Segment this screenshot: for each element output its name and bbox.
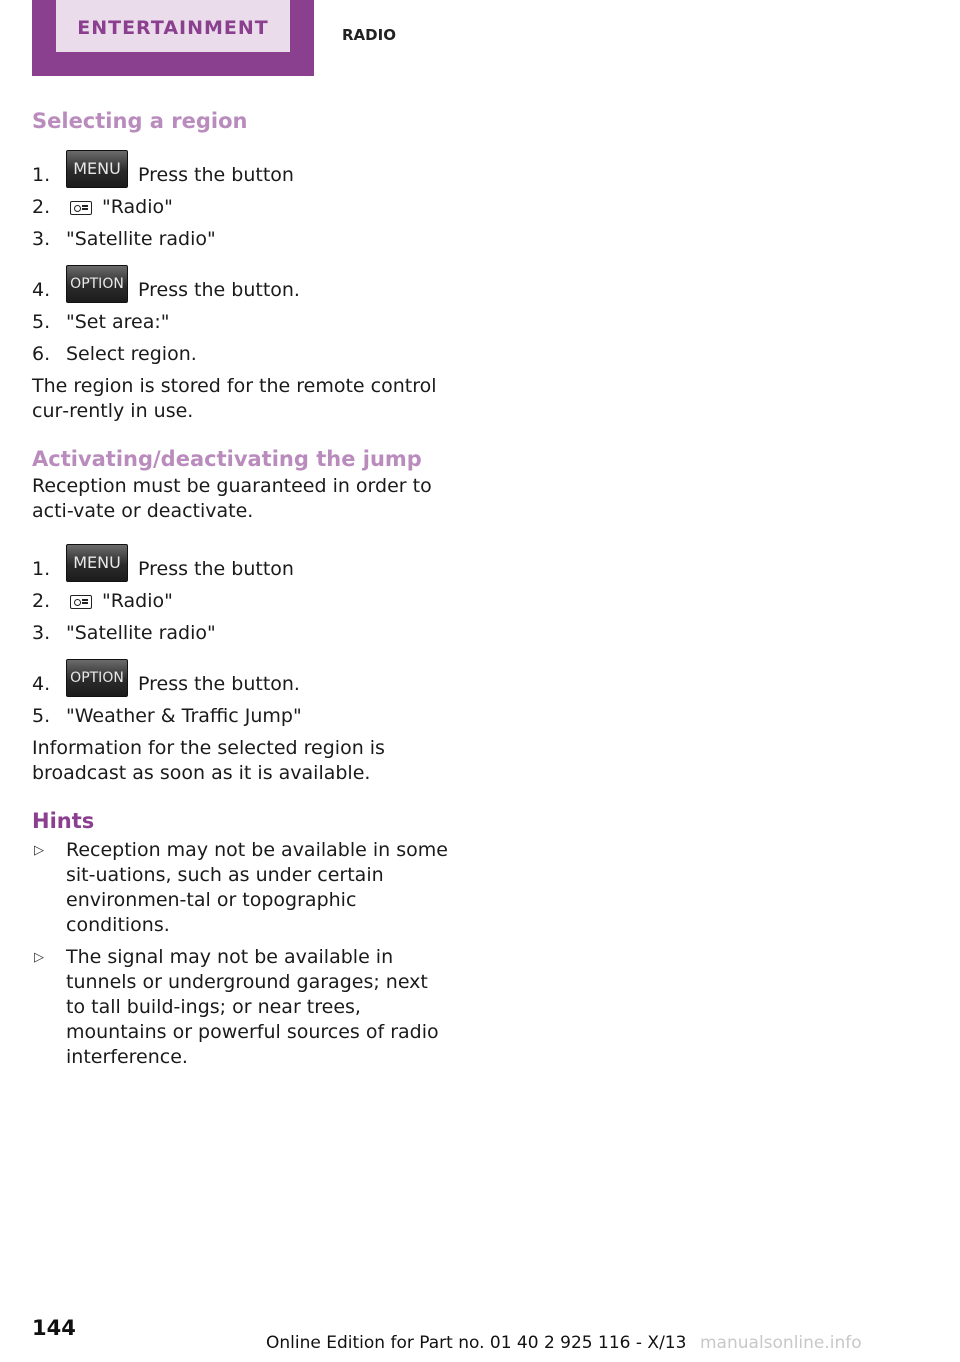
step-item [32, 589, 452, 614]
page-number: 144 [32, 1316, 76, 1340]
step-text: "Radio" [102, 590, 173, 612]
chapter-tab [32, 0, 314, 76]
step-text: "Radio" [102, 196, 173, 218]
heading-hints: Hints [32, 809, 95, 833]
step-item [32, 538, 452, 582]
step-number: 4. [32, 279, 51, 301]
watermark: manualsonline.info [700, 1333, 862, 1353]
step-text: Press the button [138, 558, 294, 580]
steps-activating-jump [32, 538, 452, 729]
list-item [32, 945, 452, 1070]
paragraph-region-stored: The region is stored for the remote control cur‐rently in use. [32, 375, 437, 422]
paragraph-reception-intro: Reception must be guaranteed in order to acti‐vate or deactivate. [32, 475, 432, 522]
paragraph-broadcast-info: Information for the selected region is broadcast as soon as it is available. [32, 737, 385, 784]
step-item [32, 621, 452, 646]
step-number: 3. [32, 228, 51, 250]
step-text: "Satellite radio" [66, 228, 216, 250]
step-number: 1. [32, 558, 51, 580]
step-text: Press the button. [138, 673, 300, 695]
edition-footer: Online Edition for Part no. 01 40 2 925 116 - X/13 [266, 1333, 687, 1353]
step-item [32, 227, 452, 252]
heading-activating-jump: Activating/deactivating the jump [32, 447, 422, 471]
step-number: 3. [32, 622, 51, 644]
step-number: 5. [32, 705, 51, 727]
option-button-icon: OPTION [66, 265, 128, 303]
step-number: 1. [32, 164, 51, 186]
step-number: 2. [32, 590, 51, 612]
bullet-triangle-icon: ▷ [34, 843, 44, 858]
step-item [32, 195, 452, 220]
step-item [32, 259, 452, 303]
step-item [32, 653, 452, 697]
step-text: Press the button [138, 164, 294, 186]
step-text: "Weather & Traffic Jump" [66, 705, 302, 727]
radio-icon [70, 201, 92, 215]
hints-list [32, 838, 452, 1070]
step-item [32, 310, 452, 335]
radio-icon [70, 595, 92, 609]
step-item [32, 342, 452, 367]
heading-selecting-region: Selecting a region [32, 109, 248, 133]
step-item [32, 144, 452, 188]
step-text: "Satellite radio" [66, 622, 216, 644]
step-number: 5. [32, 311, 51, 333]
chapter-title: ENTERTAINMENT [56, 0, 290, 52]
bullet-triangle-icon: ▷ [34, 950, 44, 965]
hint-text: The signal may not be available in tunnels or underground garages; next to tall build‐ings; or near trees, mountains or powerful sources of radio interference. [66, 946, 439, 1068]
step-text: Press the button. [138, 279, 300, 301]
step-text: Select region. [66, 343, 197, 365]
steps-selecting-region [32, 144, 452, 367]
option-button-icon: OPTION [66, 659, 128, 697]
list-item [32, 838, 452, 938]
step-number: 2. [32, 196, 51, 218]
step-number: 4. [32, 673, 51, 695]
page-content [32, 106, 452, 1077]
step-number: 6. [32, 343, 51, 365]
menu-button-icon: MENU [66, 544, 128, 582]
step-text: "Set area:" [66, 311, 170, 333]
section-title: RADIO [342, 26, 396, 44]
menu-button-icon: MENU [66, 150, 128, 188]
step-item [32, 704, 452, 729]
hint-text: Reception may not be available in some sit‐uations, such as under certain environmen‐tal or topographic conditions. [66, 839, 448, 936]
